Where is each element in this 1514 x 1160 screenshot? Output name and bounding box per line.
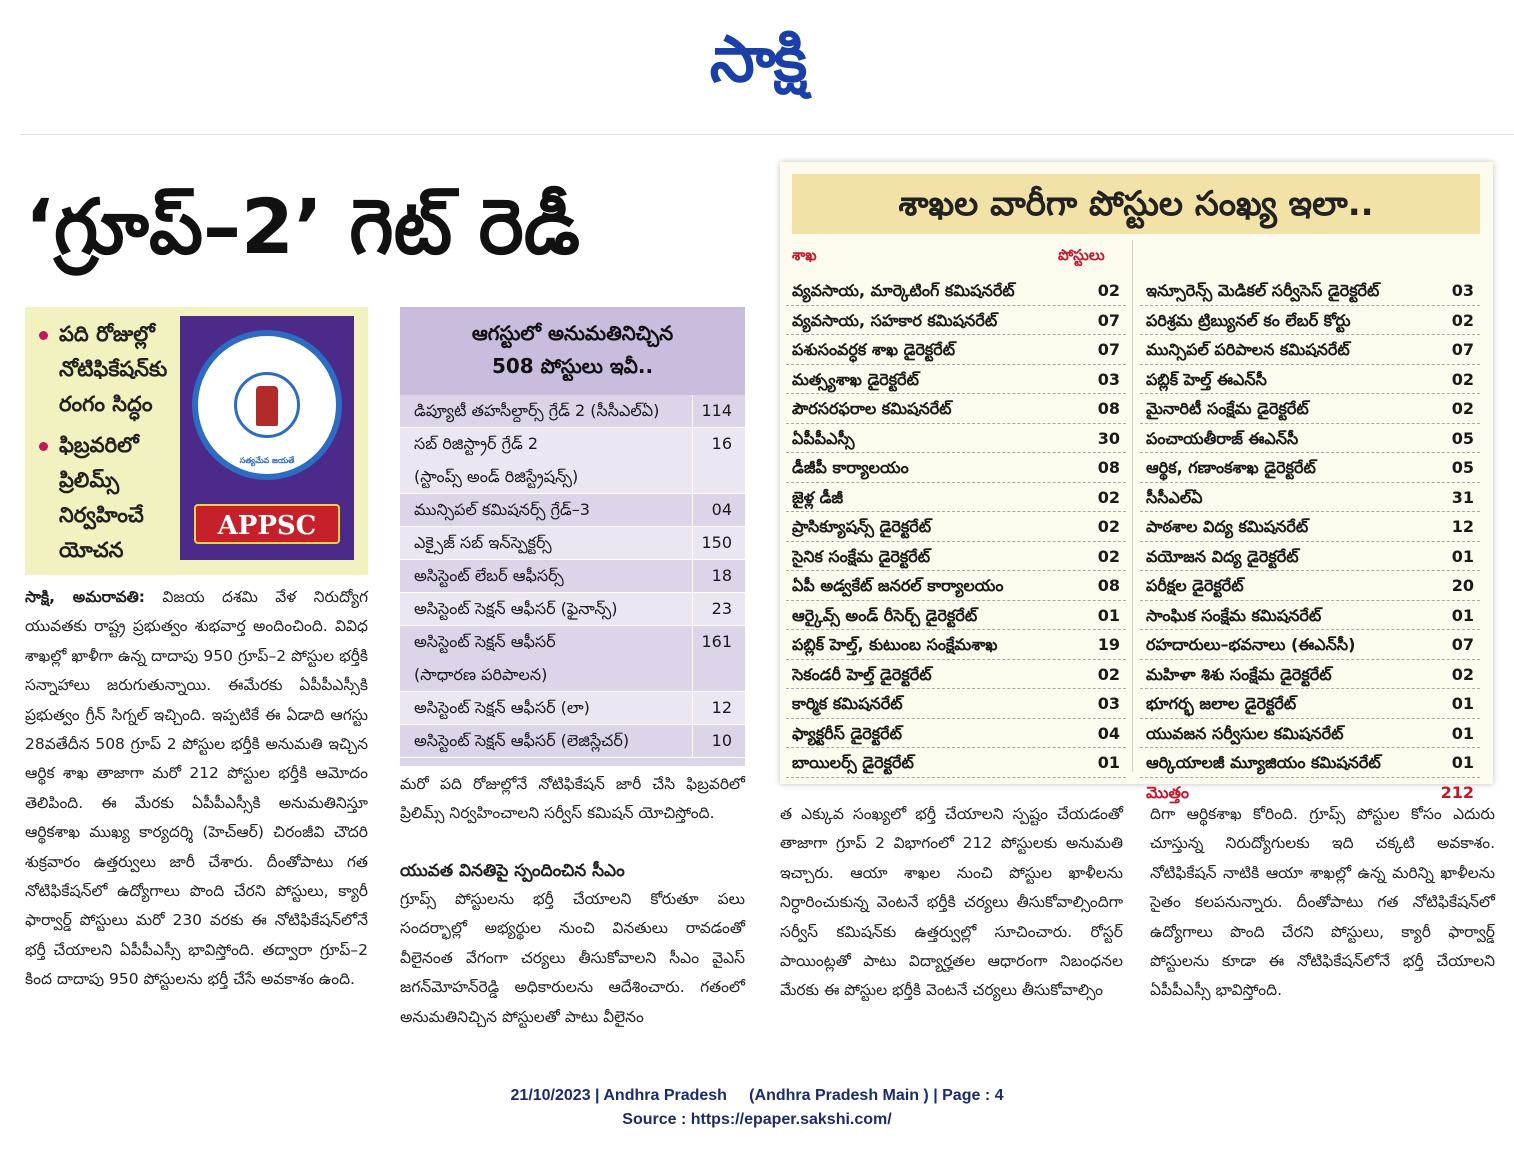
post-name: సబ్‌ రిజిస్ట్రార్‌ గ్రేడ్‌ 2	[414, 434, 539, 453]
august-table-row	[400, 692, 745, 725]
department-name: ఆర్కైవ్స్‌ అండ్‌ రీసెర్చ్‌ డైరెక్టరేట్‌	[792, 605, 978, 625]
department-post-count: 02	[1097, 517, 1120, 536]
department-name: పశుసంవర్ధక శాఖ డైరెక్టరేట్‌	[792, 340, 956, 359]
department-name: సైనిక సంక్షేమ డైరెక్టరేట్‌	[792, 546, 931, 566]
department-row	[1140, 630, 1480, 660]
department-post-count: 02	[1097, 281, 1120, 300]
department-name: బాయిలర్స్‌ డైరెక్టరేట్‌	[792, 753, 914, 772]
department-post-count: 20	[1451, 576, 1474, 595]
post-count: 10	[711, 731, 732, 750]
department-post-count: 01	[1451, 546, 1474, 566]
department-post-count: 08	[1097, 399, 1120, 418]
article-text: విజయ దశమి వేళ నిరుద్యోగ యువతకు రాష్ట్ర ప్రభుత్వం శుభవార్త అందించింది. వివిధ శాఖల్లో ఖాళీగా ఉన్న దాదాపు 950 గ్రూప్‌–2 పోస్టుల భర్తీకి సన్నాహాలు జరుగుతున్నాయి. ఈమేరకు ఏపీపీఎస్సీకి ప్రభుత్వం గ్రీన్‌ సిగ్నల్‌ ఇచ్చింది. ఇప్పటికే ఈ ఏడాది ఆగస్టు 28వతేదీన 508 గ్రూప్‌ 2 పోస్టుల భర్తీకి అనుమతి ఇచ్చిన ఆర్థిక శాఖ తాజాగా మరో 212 పోస్టుల భర్తీకి ఆమోదం తెలిపింది. ఈ మేరకు ఏపీపీఎస్సీకి అనుమతినిస్తూ ఆర్థికశాఖ ముఖ్య కార్యదర్శి (హెచ్‌ఆర్‌) చిరంజీవి చౌదరి శుక్రవారం ఉత్తర్వులు జారీ చేశారు. దీంతోపాటు గత నోటిఫికేషన్‌లో ఉద్యోగాలు పొంది చేరని పోస్టులు, క్యారీ ఫార్వార్డ్‌ పోస్టులు మరో 230 వరకు ఈ నోటిఫికేషన్‌లోనే భర్తీ చేయాలని ఏపీపీఎస్సీ భావిస్తోంది. తద్వారా గ్రూప్‌–2 కింద దాదాపు 950 పోస్టులను భర్తీ చేసే అవకాశం ఉంది.	[25, 588, 369, 989]
post-count: 12	[711, 698, 732, 717]
department-row	[786, 748, 1126, 778]
department-post-count: 04	[1097, 723, 1120, 743]
department-row	[1140, 394, 1480, 424]
post-name: డిప్యూటీ తహసీల్దార్స్‌ గ్రేడ్‌ 2 (సీసీఎల్‌ఏ)	[414, 401, 660, 420]
department-name: వయోజన విద్య డైరెక్టరేట్‌	[1146, 546, 1299, 566]
post-name: అసిస్టెంట్‌ సెక్షన్‌ ఆఫీసర్‌ (లా)	[414, 698, 590, 717]
department-name: పాఠశాల విద్య కమిషనరేట్‌	[1146, 517, 1309, 536]
department-row	[1140, 512, 1480, 542]
department-row	[786, 453, 1126, 483]
post-name: ఎక్సైజ్‌ సబ్‌ ఇన్‌స్పెక్టర్స్‌	[414, 533, 552, 552]
article-column-1	[25, 583, 368, 1023]
august-table-row	[400, 725, 745, 758]
article-column-2-top: మరో పది రోజుల్లోనే నోటిఫికేషన్‌ జారీ చేసి ఫిబ్రవరిలో ప్రిలిమ్స్‌ నిర్వహించాలని సర్వీస్‌ కమిషన్‌ యోచిస్తోంది.	[400, 775, 745, 823]
article-column-4: దిగా ఆర్థికశాఖ కోరింది. గ్రూప్స్‌ పోస్టుల కోసం ఎదురు చూస్తున్న నిరుద్యోగులకు ఇది చక్కటి అవకాశం. నోటిఫికేషన్‌ నాటికి ఆయా శాఖల్లో ఉన్న మరిన్ని ఖాళీలను సైతం కలపనున్నారు. దీంతోపాటు గత నోటిఫికేషన్‌లో ఉద్యోగాలు పొంది చేరని పోస్టులు, క్యారీ ఫార్వార్డ్‌ పోస్టులను కూడా ఈ నోటిఫికేషన్‌లోనే భర్తీ చేయాలని ఏపీపీఎస్సీ భావిస్తోంది.	[1150, 805, 1495, 1000]
department-name: పరిశ్రమ ట్రిబ్యునల్‌ కం లేబర్‌ కోర్టు	[1146, 310, 1351, 330]
august-table-row	[400, 593, 745, 626]
department-post-count: 31	[1451, 487, 1474, 507]
department-row	[1140, 335, 1480, 365]
department-post-count: 01	[1451, 694, 1474, 713]
department-row	[1140, 601, 1480, 631]
department-post-count: 07	[1097, 310, 1120, 330]
department-post-count: 02	[1097, 487, 1120, 507]
highlight-list	[35, 317, 185, 574]
department-post-count: 02	[1451, 310, 1474, 330]
department-row	[786, 483, 1126, 513]
highlight-item: ఫిబ్రవరిలో ప్రిలిమ్స్‌ నిర్వహించే యోచన	[35, 428, 185, 568]
department-post-count: 01	[1451, 605, 1474, 625]
department-row	[1140, 719, 1480, 749]
august-table-row	[400, 527, 745, 560]
department-row	[1140, 483, 1480, 513]
department-post-count: 02	[1451, 664, 1474, 684]
masthead	[0, 0, 1514, 130]
total-value: 212	[1440, 782, 1474, 802]
department-posts-panel	[780, 162, 1493, 802]
department-name: ఫ్యాక్టరీస్‌ డైరెక్టరేట్‌	[792, 723, 902, 743]
highlight-box	[25, 307, 368, 575]
department-post-count: 03	[1097, 369, 1120, 389]
department-name: మహిళా శిశు సంక్షేమ డైరెక్టరేట్‌	[1146, 664, 1332, 684]
department-post-count: 02	[1451, 399, 1474, 418]
department-name: ఆర్థిక, గణాంకశాఖ డైరెక్టరేట్‌	[1146, 458, 1316, 477]
department-row	[1140, 571, 1480, 601]
department-row	[786, 571, 1126, 601]
bullet-icon	[39, 442, 48, 451]
department-name: ఏపీ అడ్వకేట్‌ జనరల్‌ కార్యాలయం	[792, 576, 1004, 595]
department-row	[1140, 748, 1480, 778]
column-separator	[1132, 240, 1133, 772]
department-post-count: 01	[1451, 723, 1474, 743]
post-count: 16	[711, 434, 732, 453]
post-count: 150	[701, 533, 732, 552]
article-column-2-bottom: గ్రూప్స్‌ పోస్టులను భర్తీ చేయాలని కోరుతూ పలు సందర్భాల్లో అభ్యర్థుల నుంచి వినతులు రావడంతో వీలైనంత వేగంగా చర్యలు తీసుకోవాలని సీఎం వైఎస్‌ జగన్‌మోహన్‌రెడ్డి అధికారులను ఆదేశించారు. గతంలో అనుమతినిచ్చిన పోస్టులతో పాటు వీలైనం	[400, 890, 745, 1026]
department-name: కార్మిక కమిషనరేట్‌	[792, 694, 903, 713]
post-name: అసిస్టెంట్‌ సెక్షన్‌ ఆఫీసర్‌ (ఫైనాన్స్‌)	[414, 599, 618, 618]
footer-source-line: Source : https://epaper.sakshi.com/	[622, 1111, 892, 1128]
department-row	[1140, 276, 1480, 306]
post-name: అసిస్టెంట్‌ లేబర్‌ ఆఫీసర్స్‌	[414, 566, 564, 585]
lion-capital-icon	[256, 386, 278, 426]
department-post-count: 05	[1451, 428, 1474, 448]
post-count: 18	[711, 566, 732, 585]
department-name: సీసీఎల్‌ఏ	[1146, 487, 1203, 507]
department-name: పరీక్షల డైరెక్టరేట్‌	[1146, 576, 1244, 595]
department-name: పబ్లిక్‌ హెల్త్‌, కుటుంబ సంక్షేమశాఖ	[792, 635, 998, 654]
department-post-count: 12	[1451, 517, 1474, 536]
department-post-count: 02	[1451, 369, 1474, 389]
august-table-row	[400, 494, 745, 527]
emblem-seal	[192, 330, 342, 480]
post-name: మున్సిపల్‌ కమిషనర్స్‌ గ్రేడ్‌–3	[414, 500, 590, 519]
department-row	[786, 542, 1126, 572]
post-count: 114	[701, 401, 732, 420]
page-footer	[0, 1084, 1514, 1132]
department-row	[786, 306, 1126, 336]
department-name: ఇన్సూరెన్స్‌ మెడికల్‌ సర్వీసెస్‌ డైరెక్టరేట్‌	[1146, 281, 1380, 300]
department-row	[786, 689, 1126, 719]
post-name-continued: (సాధారణ పరిపాలన)	[414, 665, 548, 684]
post-name: అసిస్టెంట్‌ సెక్షన్‌ ఆఫీసర్‌ (లెజిస్లేచర్‌)	[414, 731, 630, 750]
department-post-count: 01	[1451, 753, 1474, 772]
department-post-count: 07	[1451, 340, 1474, 359]
department-name: పౌరసరఫరాల కమిషనరేట్‌	[792, 399, 952, 418]
panel-title: శాఖల వారీగా పోస్టుల సంఖ్య ఇలా..	[792, 174, 1480, 234]
subheading: యువత వినతిపై స్పందించిన సీఎం	[400, 861, 625, 881]
department-post-count: 19	[1097, 635, 1120, 654]
column-header-posts: పోస్టులు	[1058, 246, 1105, 264]
post-count: 161	[701, 632, 732, 651]
department-row	[1140, 689, 1480, 719]
department-row	[786, 365, 1126, 395]
department-name: జైళ్ల డీజీ	[792, 487, 844, 507]
department-name: యువజన సర్వీసుల కమిషనరేట్‌	[1146, 723, 1344, 743]
newspaper-logo: సాక్షి	[709, 23, 806, 97]
august-posts-table	[400, 307, 745, 766]
emblem-motto: సత్యమేవ జయతే	[239, 456, 295, 465]
department-row	[786, 394, 1126, 424]
column-header-department: శాఖ	[792, 246, 817, 264]
department-row	[786, 424, 1126, 454]
august-table-row	[400, 560, 745, 593]
department-name: మత్స్యశాఖ డైరెక్టరేట్‌	[792, 369, 919, 389]
department-name: ఏపీపీఎస్సీ	[792, 428, 855, 448]
department-row	[1140, 453, 1480, 483]
department-name: రహదారులు–భవనాలు (ఈఎన్‌సీ)	[1146, 635, 1356, 654]
department-post-count: 01	[1097, 753, 1120, 772]
department-name: సెకండరీ హెల్త్‌ డైరెక్టరేట్‌	[792, 664, 932, 684]
department-post-count: 08	[1097, 576, 1120, 595]
department-row	[1140, 424, 1480, 454]
post-name: అసిస్టెంట్‌ సెక్షన్‌ ఆఫీసర్‌	[414, 632, 556, 651]
department-row	[786, 512, 1126, 542]
article-column-3: త ఎక్కువ సంఖ్యలో భర్తీ చేయాలని స్పష్టం చేయడంతో తాజాగా గ్రూప్‌ 2 విభాగంలో 212 పోస్టులకు అనుమతి ఇచ్చారు. ఆయా శాఖల నుంచి పోస్టుల ఖాళీలను నిర్ధారించుకున్న వెంటనే భర్తీకి చర్యలు తీసుకోవాల్సిందిగా సర్వీస్‌ కమిషన్‌కు ఉత్తర్వుల్లో సూచించారు. రోస్టర్‌ పాయింట్లతో పాటు విద్యార్హతల ఆధారంగా నిబంధనల మేరకు ఈ పోస్టుల భర్తీకి వెంటనే చర్యలు తీసుకోవాల్సిం	[780, 805, 1123, 1000]
department-name: పంచాయతీరాజ్‌ ఈఎన్‌సీ	[1146, 428, 1299, 448]
department-row	[1140, 660, 1480, 690]
department-name: పబ్లిక్‌ హెల్త్‌ ఈఎన్‌సీ	[1146, 369, 1267, 389]
department-post-count: 01	[1097, 605, 1120, 625]
headline: ‘గ్రూప్‌–2’ గెట్‌ రెడీ	[25, 182, 580, 271]
august-table-row	[400, 428, 745, 494]
emblem-label: APPSC	[194, 504, 340, 544]
highlight-item: పది రోజుల్లో నోటిఫికేషన్‌కు రంగం సిద్ధం	[35, 317, 185, 422]
appsc-emblem	[180, 316, 354, 560]
department-name: మున్సిపల్‌ పరిపాలన కమిషనరేట్‌	[1146, 340, 1350, 359]
bullet-icon	[39, 331, 48, 340]
department-name: సాంఘిక సంక్షేమ కమిషనరేట్‌	[1146, 605, 1322, 625]
department-row	[786, 276, 1126, 306]
department-row	[786, 660, 1126, 690]
department-post-count: 05	[1451, 458, 1474, 477]
department-row	[1140, 542, 1480, 572]
department-post-count: 02	[1097, 546, 1120, 566]
post-name-continued: (స్టాంప్స్‌ అండ్‌ రిజిస్ట్రేషన్స్‌)	[414, 467, 579, 486]
department-row	[1140, 365, 1480, 395]
department-row	[786, 630, 1126, 660]
department-name: ప్రాసిక్యూషన్స్‌ డైరెక్టరేట్‌	[792, 517, 932, 536]
department-name: ఆర్కియాలజీ మ్యూజియం కమిషనరేట్‌	[1146, 753, 1381, 772]
department-row	[786, 601, 1126, 631]
footer-edition-line: 21/10/2023 | Andhra Pradesh (Andhra Pradesh Main ) | Page : 4	[510, 1087, 1004, 1104]
august-table-title: ఆగస్టులో అనుమతినిచ్చిన 508 పోస్టులు ఇవీ..	[400, 307, 745, 395]
department-post-count: 07	[1097, 340, 1120, 359]
department-name: వ్యవసాయ, సహకార కమిషనరేట్‌	[792, 310, 998, 330]
department-post-count: 02	[1097, 664, 1120, 684]
department-name: వ్యవసాయ, మార్కెటింగ్‌ కమిషనరేట్‌	[792, 281, 1015, 300]
department-post-count: 30	[1097, 428, 1120, 448]
post-count: 04	[711, 500, 732, 519]
august-table-row	[400, 395, 745, 428]
department-post-count: 03	[1097, 694, 1120, 713]
dateline: సాక్షి, అమరావతి:	[25, 588, 145, 606]
department-row	[1140, 306, 1480, 336]
department-post-count: 08	[1097, 458, 1120, 477]
masthead-divider	[20, 134, 1514, 135]
post-count: 23	[711, 599, 732, 618]
department-post-count: 03	[1451, 281, 1474, 300]
august-table-row	[400, 626, 745, 692]
total-label: మొత్తం	[1146, 782, 1190, 802]
department-name: భూగర్భ జలాల డైరెక్టరేట్‌	[1146, 694, 1297, 713]
department-name: డీజీపీ కార్యాలయం	[792, 458, 909, 477]
department-row	[786, 719, 1126, 749]
department-post-count: 07	[1451, 635, 1474, 654]
department-name: మైనారిటీ సంక్షేమ డైరెక్టరేట్‌	[1146, 399, 1309, 418]
department-row	[786, 335, 1126, 365]
